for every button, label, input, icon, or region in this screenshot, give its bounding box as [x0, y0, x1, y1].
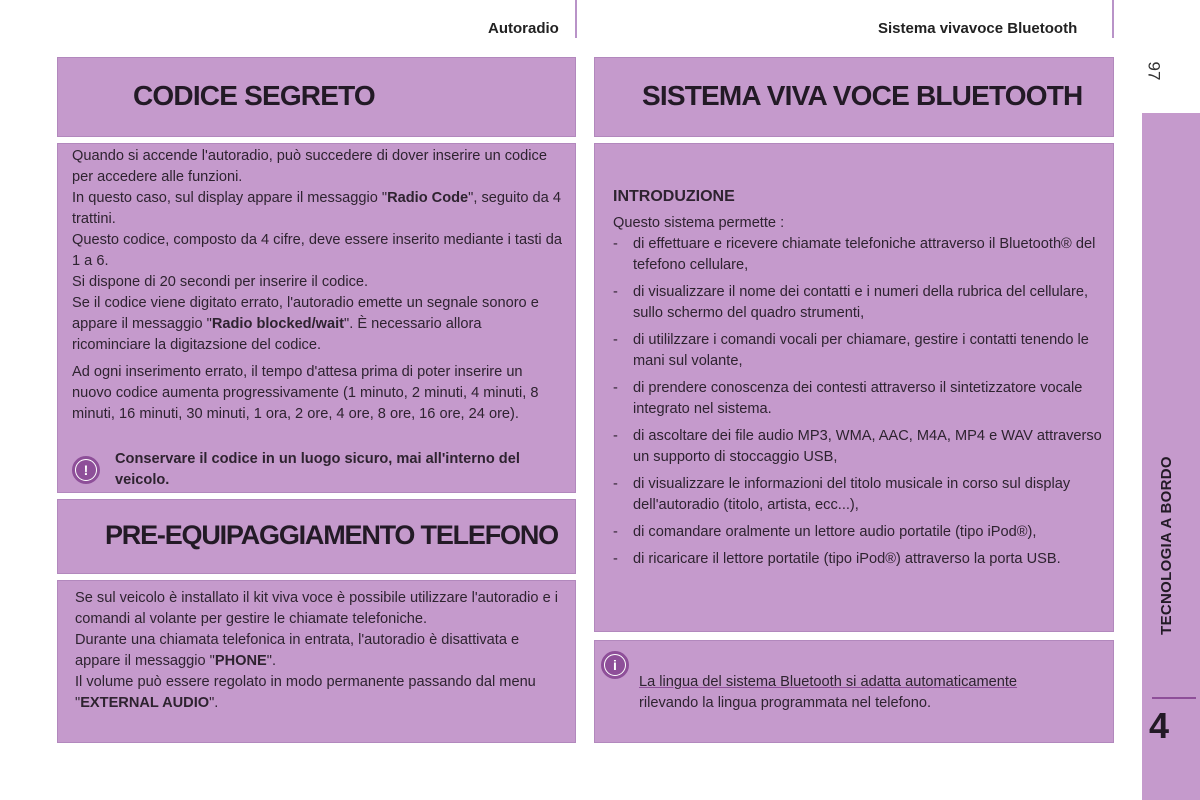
list-item: - di effettuare e ricevere chiamate telefoniche attraverso il Bluetooth® del tefefono cellulare,: [613, 234, 1103, 276]
warning-icon: !: [72, 456, 100, 484]
list-item: - di ascoltare dei file audio MP3, WMA, AAC, M4A, MP4 e WAV attraverso un supporto di stoccaggio USB,: [613, 426, 1103, 468]
page-number: 97: [1143, 61, 1163, 81]
preeq-body: [75, 588, 565, 714]
bluetooth-title: SISTEMA VIVA VOCE BLUETOOTH: [642, 80, 1083, 111]
codice-para-2: In questo caso, sul display appare il messaggio "Radio Code", seguito da 4 trattini.: [72, 190, 561, 227]
codice-title: CODICE SEGRETO: [133, 80, 375, 111]
codice-para-5: Se il codice viene digitato errato, l'autoradio emette un segnale sonoro e appare il messaggio "Radio blocked/wait". È necessario allora ricominciare la digitazsione del codice.: [72, 295, 539, 353]
preeq-para-1: Se sul veicolo è installato il kit viva voce è possibile utilizzare l'autoradio e i comandi al volante per gestire le chiamate telefoniche.: [75, 590, 558, 627]
preeq-para-3: Il volume può essere regolato in modo permanente passando dal menu "EXTERNAL AUDIO".: [75, 674, 536, 711]
chapter-number: 4: [1149, 705, 1170, 746]
codice-warning-text: Conservare il codice in un luogo sicuro, mai all'interno del veicolo.: [115, 451, 520, 488]
chapter-label: TECNOLOGIA A BORDO: [1157, 455, 1175, 635]
info-icon: i: [601, 651, 629, 679]
list-item: - di utililzzare i comandi vocali per chiamare, gestire i contatti tenendo le mani sul volante,: [613, 330, 1103, 372]
bluetooth-subtitle: INTRODUZIONE: [613, 188, 735, 205]
codice-para-3: Questo codice, composto da 4 cifre, deve essere inserito mediante i tasti da 1 a 6.: [72, 232, 562, 269]
side-tab-divider: [1152, 697, 1196, 699]
header-divider-right: [1112, 0, 1114, 38]
header-divider-left: [575, 0, 577, 38]
codice-body: [72, 146, 562, 425]
header-section-bluetooth: Sistema vivavoce Bluetooth: [878, 20, 1078, 37]
list-item: - di prendere conoscenza dei contesti attraverso il sintetizzatore vocale integrato nel sistema.: [613, 378, 1103, 420]
preeq-para-2: Durante una chiamata telefonica in entrata, l'autoradio è disattivata e appare il messaggio "PHONE".: [75, 632, 520, 669]
bluetooth-intro: Questo sistema permette :: [613, 215, 785, 231]
bluetooth-body: [613, 186, 1103, 576]
list-item: - di visualizzare il nome dei contatti e i numeri della rubrica del cellulare, sullo schermo del quadro strumenti,: [613, 282, 1103, 324]
codice-para-6: Ad ogni inserimento errato, il tempo d'attesa prima di poter inserire un nuovo codice aumenta progressivamente (1 minuto, 2 minuti, 4 minuti, 8 minuti, 16 minuti, 30 minuti, 1 ora, 2 ore, 4 ore, 8 ore, 16 ore, 24 ore).: [72, 364, 539, 422]
header-section-autoradio: Autoradio: [488, 20, 559, 37]
preeq-title: PRE-EQUIPAGGIAMENTO TELEFONO: [105, 520, 558, 550]
list-item: - di comandare oralmente un lettore audio portatile (tipo iPod®),: [613, 522, 1103, 543]
list-item: - di visualizzare le informazioni del titolo musicale in corso sul display dell'autoradio (titolo, artista, ecc...),: [613, 474, 1103, 516]
bluetooth-info-text: La lingua del sistema Bluetooth si adatta automaticamente rilevando la lingua programmata nel telefono.: [639, 674, 1018, 711]
bluetooth-feature-list: [613, 234, 1103, 570]
list-item: - di ricaricare il lettore portatile (tipo iPod®) attraverso la porta USB.: [613, 549, 1103, 570]
codice-para-1: Quando si accende l'autoradio, può succedere di dover inserire un codice per accedere alle funzioni.: [72, 148, 547, 185]
codice-para-4: Si dispone di 20 secondi per inserire il codice.: [72, 274, 369, 290]
